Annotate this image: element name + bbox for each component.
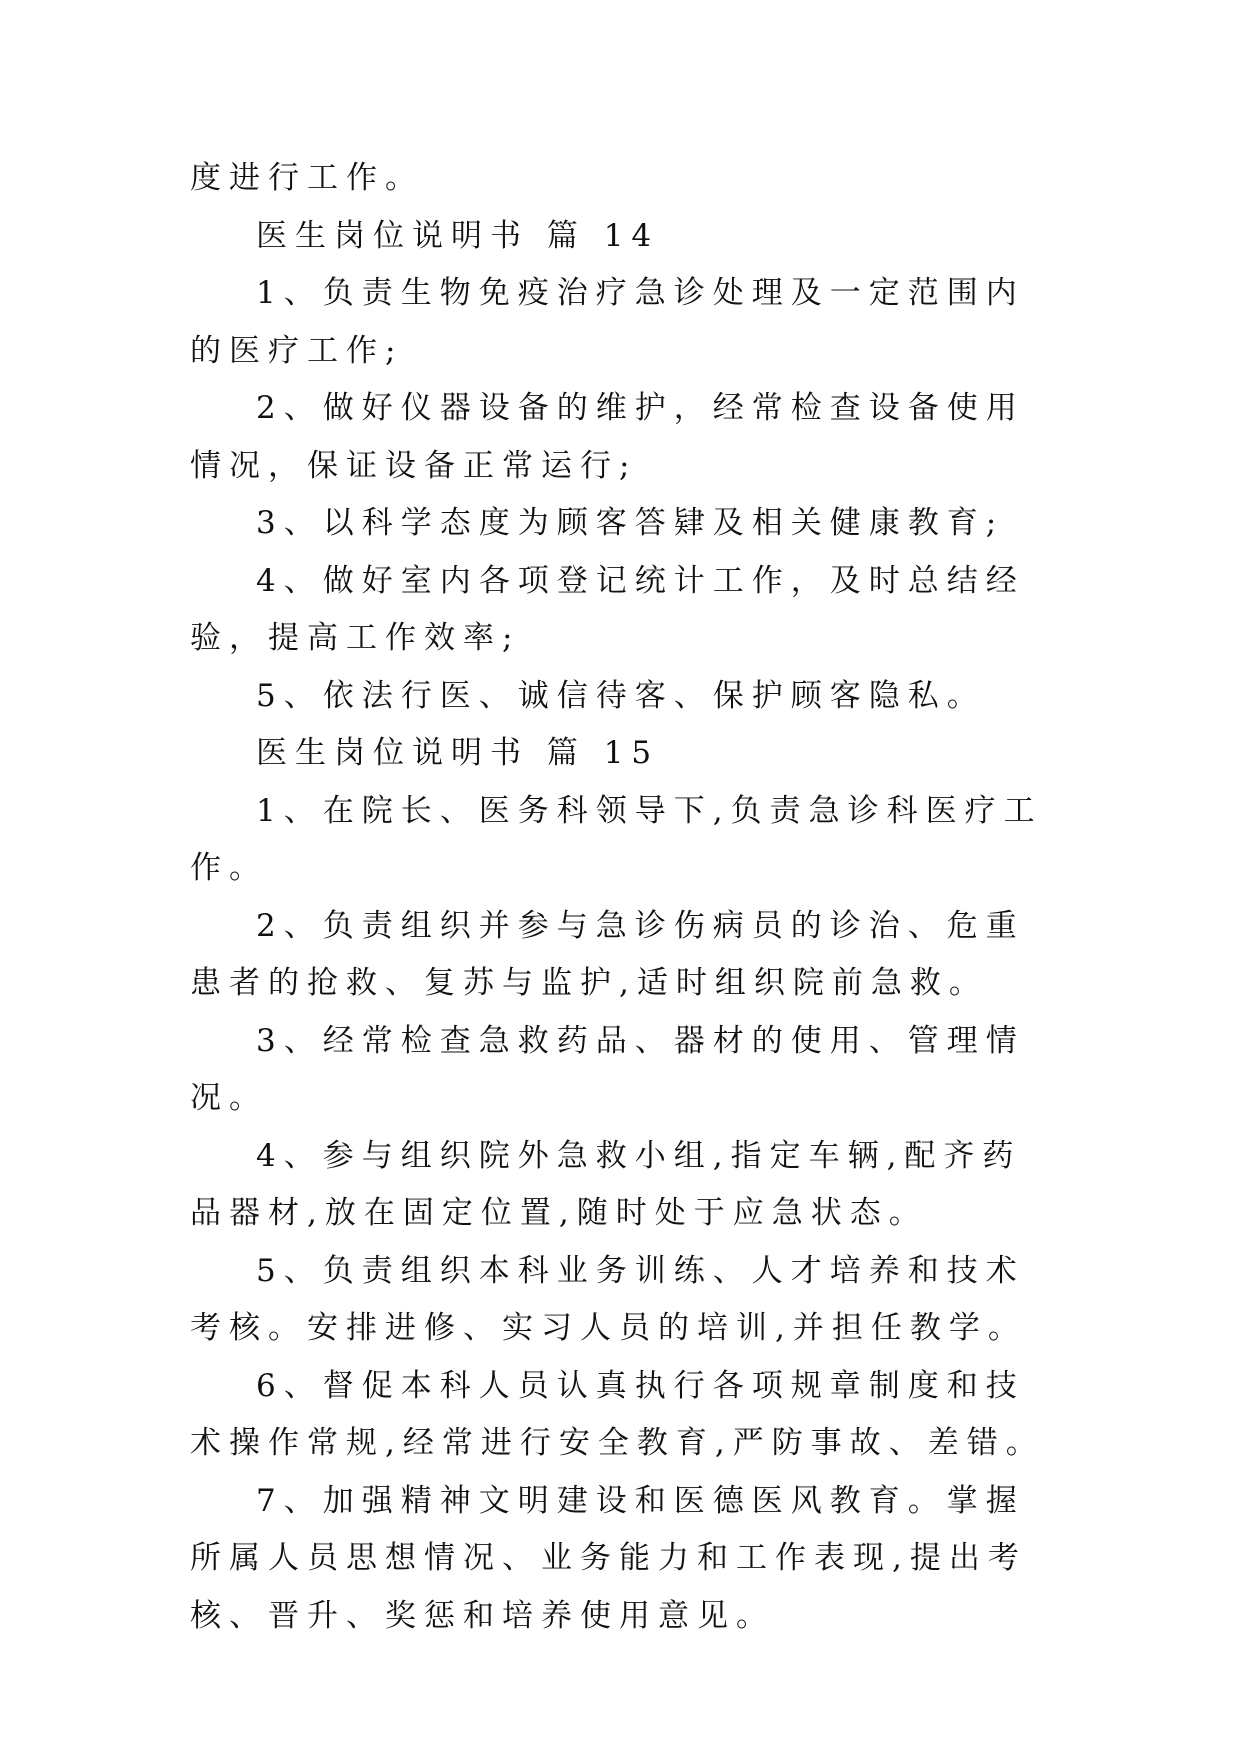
list-item: 3、经常检查急救药品、器材的使用、管理情况。	[190, 1022, 1025, 1116]
continuation-paragraph: 度进行工作。	[190, 160, 424, 196]
section-heading-14: 医生岗位说明书 篇 14	[256, 217, 660, 254]
list-item: 1、负责生物免疫治疗急诊处理及一定范围内的医疗工作;	[190, 275, 1025, 369]
list-item: 3、以科学态度为顾客答肄及相关健康教育;	[256, 505, 1005, 541]
list-item: 5、依法行医、诚信待客、保护顾客隐私。	[256, 677, 986, 714]
list-item: 4、做好室内各项登记统计工作，及时总结经验，提高工作效率;	[190, 562, 1025, 656]
document-body	[190, 150, 1050, 1645]
list-item: 2、负责组织并参与急诊伤病员的诊治、危重患者的抢救、复苏与监护,适时组织院前急救。	[190, 907, 1025, 1001]
list-item: 5、负责组织本科业务训练、人才培养和技术考核。安排进修、实习人员的培训,并担任教学。	[190, 1252, 1027, 1346]
list-item: 7、加强精神文明建设和医德医风教育。掌握所属人员思想情况、业务能力和工作表现,提出考核、晋升、奖惩和培养使用意见。	[190, 1482, 1027, 1634]
list-item: 2、做好仪器设备的维护，经常检查设备使用情况，保证设备正常运行;	[190, 390, 1025, 484]
list-item: 4、参与组织院外急救小组,指定车辆,配齐药品器材,放在固定位置,随时处于应急状态。	[190, 1137, 1022, 1231]
list-item: 1、在院长、医务科领导下,负责急诊科医疗工作。	[190, 792, 1043, 886]
list-item: 6、督促本科人员认真执行各项规章制度和技术操作常规,经常进行安全教育,严防事故、差错。	[190, 1367, 1045, 1461]
section-heading-15: 医生岗位说明书 篇 15	[256, 735, 660, 771]
